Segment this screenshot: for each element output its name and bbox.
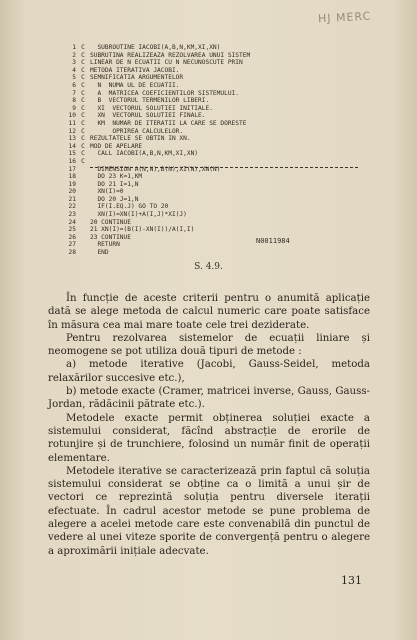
listing-line bbox=[58, 90, 358, 98]
listing-line bbox=[58, 135, 358, 143]
line-number: 8 bbox=[72, 97, 76, 105]
code-text: XI VECTORUL SOLUTIEI INITIALE. bbox=[90, 104, 213, 112]
listing-line bbox=[58, 120, 358, 128]
listing-line bbox=[58, 234, 358, 242]
comment-marker bbox=[76, 173, 90, 181]
comment-marker: C bbox=[81, 97, 85, 105]
code-text: XN(I)=XN(I)+A(I,J)*XI(J) bbox=[90, 211, 187, 219]
code-text: METODA ITERATIVA JACOBI. bbox=[90, 66, 180, 74]
comment-marker: C bbox=[81, 150, 85, 158]
listing-line bbox=[58, 150, 358, 158]
code-text: SUBROUTINE IACOBI(A,B,N,KM,XI,XN) bbox=[90, 44, 221, 51]
line-number: 24 bbox=[68, 218, 76, 226]
paragraph-method-types: Pentru rezolvarea sistemelor de ecuații liniare și neomogene se pot utiliza două tipuri de metode : bbox=[48, 332, 370, 358]
line-number: 28 bbox=[68, 249, 76, 257]
line-number: 5 bbox=[72, 74, 76, 82]
listing-line bbox=[58, 128, 358, 136]
line-number: 6 bbox=[72, 81, 76, 89]
listing-line bbox=[58, 226, 358, 234]
listing-line bbox=[58, 52, 358, 60]
code-text: CALL IACOBI(A,B,N,KM,XI,XN) bbox=[90, 150, 199, 158]
code-text: A MATRICEA COEFICIENTILOR SISTEMULUI. bbox=[90, 89, 240, 97]
listing-line bbox=[58, 67, 358, 75]
code-text: MOD DE APELARE bbox=[90, 142, 143, 150]
comment-marker bbox=[76, 226, 90, 234]
line-number: 10 bbox=[68, 112, 76, 120]
code-text: IF(I.EQ.J) GO TO 20 bbox=[90, 203, 169, 211]
code-text: DO 21 I=1,N bbox=[90, 180, 139, 188]
code-text: N NUMA UL DE ECUATII. bbox=[90, 81, 180, 89]
code-text: DIMENSION A(N,N),B(N),XI(N),XN(N) bbox=[90, 165, 221, 173]
listing-line bbox=[58, 241, 358, 249]
line-number: 17 bbox=[68, 165, 76, 173]
code-text: XN VECTORUL SOLUTIEI FINALE. bbox=[90, 112, 206, 120]
figure-caption: S. 4.9. bbox=[194, 262, 223, 272]
comment-marker: C bbox=[81, 44, 85, 51]
line-number: 2 bbox=[72, 51, 76, 59]
comment-marker: C bbox=[81, 112, 85, 120]
ownership-stamp: HJ MERC bbox=[317, 9, 372, 26]
line-number: 9 bbox=[72, 104, 76, 112]
paragraph-criteria: În funcție de aceste criterii pentru o anumită aplicație dată se alege metoda de calcul numeric care poate satisface în măsura cea mai mare toate cele trei deziderate. bbox=[48, 293, 370, 331]
code-text: DO 20 J=1,N bbox=[90, 195, 139, 203]
listing-line bbox=[58, 59, 358, 67]
comment-marker bbox=[76, 196, 90, 204]
code-text bbox=[90, 158, 358, 166]
comment-marker bbox=[76, 241, 90, 249]
comment-marker bbox=[76, 234, 90, 242]
line-number: 27 bbox=[68, 241, 76, 249]
line-number: 18 bbox=[68, 173, 76, 181]
listing-line bbox=[58, 143, 358, 151]
line-number: 16 bbox=[68, 157, 76, 165]
line-number: 21 bbox=[68, 195, 76, 203]
line-number: 20 bbox=[68, 188, 76, 196]
line-number: 12 bbox=[68, 127, 76, 135]
line-number: 15 bbox=[68, 150, 76, 158]
line-number: 23 bbox=[68, 211, 76, 219]
code-text: SUBRUTINA REALIZEAZA REZOLVAREA UNUI SISTEM bbox=[90, 51, 251, 59]
listing-line bbox=[58, 158, 358, 166]
line-number: 7 bbox=[72, 89, 76, 97]
code-text: 20 CONTINUE bbox=[90, 218, 131, 226]
listing-line bbox=[58, 203, 358, 211]
code-text: OPRIREA CALCULELOR. bbox=[90, 127, 184, 135]
comment-marker: C bbox=[81, 157, 85, 165]
code-text: DO 23 K=1,KM bbox=[90, 173, 143, 181]
comment-marker: C bbox=[81, 135, 85, 143]
listing-line bbox=[58, 219, 358, 227]
listing-line bbox=[58, 196, 358, 204]
code-text: 23 CONTINUE bbox=[90, 233, 131, 241]
comment-marker bbox=[76, 181, 90, 189]
listing-line bbox=[58, 105, 358, 113]
comment-marker: C bbox=[81, 66, 85, 74]
comment-marker bbox=[76, 188, 90, 196]
comment-marker: C bbox=[81, 81, 85, 89]
line-number: 11 bbox=[68, 119, 76, 127]
code-text: LINEAR DE N ECUATII CU N NECUNOSCUTE PRIN bbox=[90, 59, 243, 67]
comment-marker bbox=[76, 211, 90, 219]
comment-marker: C bbox=[81, 89, 85, 97]
line-number: 19 bbox=[68, 180, 76, 188]
comment-marker: C bbox=[81, 142, 85, 150]
code-text: KM NUMAR DE ITERATII LA CARE SE DORESTE bbox=[90, 119, 247, 127]
listing-line bbox=[58, 173, 358, 181]
listing-line bbox=[58, 181, 358, 189]
line-number: 3 bbox=[72, 59, 76, 67]
list-item-exact: b) metode exacte (Cramer, matricei inverse, Gauss, Gauss-Jordan, rădăcinii pătrate etc.). bbox=[48, 386, 370, 411]
code-text: XN(I)=0 bbox=[90, 188, 124, 196]
line-number: 1 bbox=[72, 44, 76, 51]
listing-separator bbox=[90, 167, 358, 168]
code-text: SEMNIFICATIA ARGUMENTELOR bbox=[90, 74, 184, 82]
comment-marker: C bbox=[81, 59, 85, 67]
list-item-iterative: a) metode iterative (Jacobi, Gauss-Seidel, metoda relaxărilor succesive etc.), bbox=[48, 359, 370, 384]
code-text: END bbox=[90, 249, 109, 257]
code-text: 21 XN(I)=(B(I)-XN(I))/A(I,I) bbox=[90, 226, 195, 234]
body-text bbox=[48, 292, 370, 558]
code-text: RETURN bbox=[90, 241, 120, 249]
listing-line bbox=[58, 112, 358, 120]
comment-marker: C bbox=[81, 119, 85, 127]
comment-marker: C bbox=[81, 127, 85, 135]
fortran-listing bbox=[58, 44, 358, 257]
code-text: B VECTORUL TERMENILOR LIBERI. bbox=[90, 97, 210, 105]
comment-marker bbox=[76, 219, 90, 227]
paragraph-exact-methods: Metodele exacte permit obținerea soluției exacte a sistemului considerat, făcînd abstracție de erorile de rotunjire și de trunchiere, folosind un număr finit de operații elementare. bbox=[48, 412, 370, 464]
listing-line bbox=[58, 44, 358, 52]
paragraph-iterative-methods: Metodele iterative se caracterizează prin faptul că soluția sistemului considerat se obține ca o limită a unui șir de vectori ce reprezintă soluția pentru diversele iterații efectuate. În cadrul acestor metode se pune problema de alegere a acelei metode care este convenabilă din punctul de vedere al unei viteze sporite de convergență pentru o alegere a aproximării inițiale adecvate. bbox=[48, 465, 370, 557]
listing-line bbox=[58, 188, 358, 196]
line-number: 22 bbox=[68, 203, 76, 211]
listing-line bbox=[58, 97, 358, 105]
comment-marker: C bbox=[81, 74, 85, 82]
page-number: 131 bbox=[341, 574, 362, 587]
code-text: REZULTATELE SE OBTIN IN XN. bbox=[90, 135, 191, 143]
listing-line bbox=[58, 82, 358, 90]
line-number: 14 bbox=[68, 142, 76, 150]
comment-marker bbox=[76, 166, 90, 174]
comment-marker bbox=[76, 249, 90, 257]
line-number: 4 bbox=[72, 66, 76, 74]
listing-line bbox=[58, 74, 358, 82]
comment-marker bbox=[76, 203, 90, 211]
listing-line bbox=[58, 249, 358, 257]
comment-marker: C bbox=[81, 104, 85, 112]
line-number: 26 bbox=[68, 233, 76, 241]
line-number: 25 bbox=[68, 226, 76, 234]
listing-line bbox=[58, 211, 358, 219]
listing-code-id: N0011984 bbox=[256, 237, 290, 245]
line-number: 13 bbox=[68, 135, 76, 143]
comment-marker: C bbox=[81, 51, 85, 59]
